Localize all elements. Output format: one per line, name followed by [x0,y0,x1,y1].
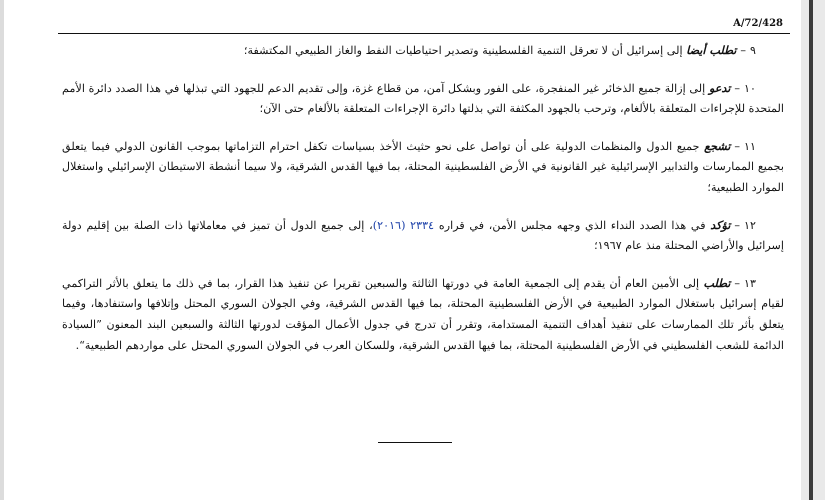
operative-verb: تدعو [708,80,731,95]
operative-verb: تشجع [704,138,731,153]
paragraph-dash: – [734,81,740,95]
paragraph-11 [62,136,784,199]
paragraph-10 [62,78,784,120]
operative-verb: تطلب أيضا [686,43,737,57]
paragraph-number: ٩ [749,44,756,57]
paragraph-9 [62,40,784,62]
paragraph-dash: – [734,139,740,153]
viewer-left-edge [0,0,4,500]
paragraph-dash: – [734,276,740,290]
paragraph-text-after: ، إلى جميع الدول أن تميز في معاملاتها ذات الصلة بين إقليم دولة إسرائيل والأراضي المحتلة منذ عام ١٩٦٧؛ [62,218,784,253]
paragraph-text: إلى إسرائيل أن لا تعرقل التنمية الفلسطينية وتصدير احتياطيات النفط والغاز الطبيعي المكتشفة؛ [243,44,683,57]
paragraph-13 [62,273,784,356]
resolution-body [62,40,784,356]
paragraph-dash: – [734,218,740,232]
paragraph-text-before: في هذا الصدد النداء الذي وجهه مجلس الأمن، في قراره [438,218,706,232]
paragraph-dash: – [740,44,746,57]
paragraph-12 [62,215,784,257]
paragraph-text: إلى الأمين العام أن يقدم إلى الجمعية العامة في دورتها الثالثة والسبعين تقريرا عن تنفيذ هذا القرار، بما في ذلك ما يتعلق بالأثر التراكمي لقيام إسرائيل باستغلال الموارد الطبيعية في الأرض الفلسطينية المحتلة، بما فيها القدس الشرقية، وفي الجولان السوري المحتل وإتلافها واستنفادها، وفيما يتعلق بأثر تلك الممارسات على تنفيذ أهداف التنمية المستدامة، وتقرر أن تدرج في جدول الأعمال المؤقت لدورتها الثالثة والسبعين البند المعنون ”السيادة الدائمة للشعب الفلسطيني في الأرض الفلسطينية المحتلة، بما فيها القدس الشرقية، وللسكان العرب في الجولان السوري المحتل على مواردهم الطبيعية“. [62,276,784,352]
header-rule [58,33,790,34]
paragraph-number: ١٣ [743,276,757,290]
paragraph-number: ١١ [743,139,757,153]
closing-rule [378,442,452,443]
paragraph-text: جميع الدول والمنظمات الدولية على أن تواصل على نحو حثيث الأخذ بسياسات تكفل احترام التزاماتها بموجب القانون الدولي فيما يتعلق بجميع الممارسات والتدابير الإسرائيلية غير القانونية في الأرض الفلسطينية المحتلة، بما فيها القدس الشرقية، ولا سيما أنشطة الاستيطان الإسرائيلي واستغلال الموارد الطبيعية؛ [62,139,784,194]
paragraph-number: ١٠ [743,81,757,95]
viewer-scrollbar-track[interactable] [809,0,813,500]
operative-verb: تطلب [703,275,731,290]
paragraph-text: إلى إزالة جميع الذخائر غير المنفجرة، على الفور وبشكل آمن، من قطاع غزة، وإلى تقديم الدعم للجهود التي تبذلها في هذا الصدد دائرة الأمم المتحدة للإجراءات المتعلقة بالألغام، وترحب بالجهود المكثفة التي بذلتها دائرة الإجراءات المتعلقة بالألغام حتى الآن؛ [62,81,784,116]
paragraph-number: ١٢ [743,218,757,232]
viewer-right-margin [801,0,825,500]
resolution-link[interactable]: ٢٣٣٤ (٢٠١٦) [372,218,435,232]
operative-verb: تؤكد [710,217,731,232]
document-symbol: A/72/428 [733,18,783,29]
